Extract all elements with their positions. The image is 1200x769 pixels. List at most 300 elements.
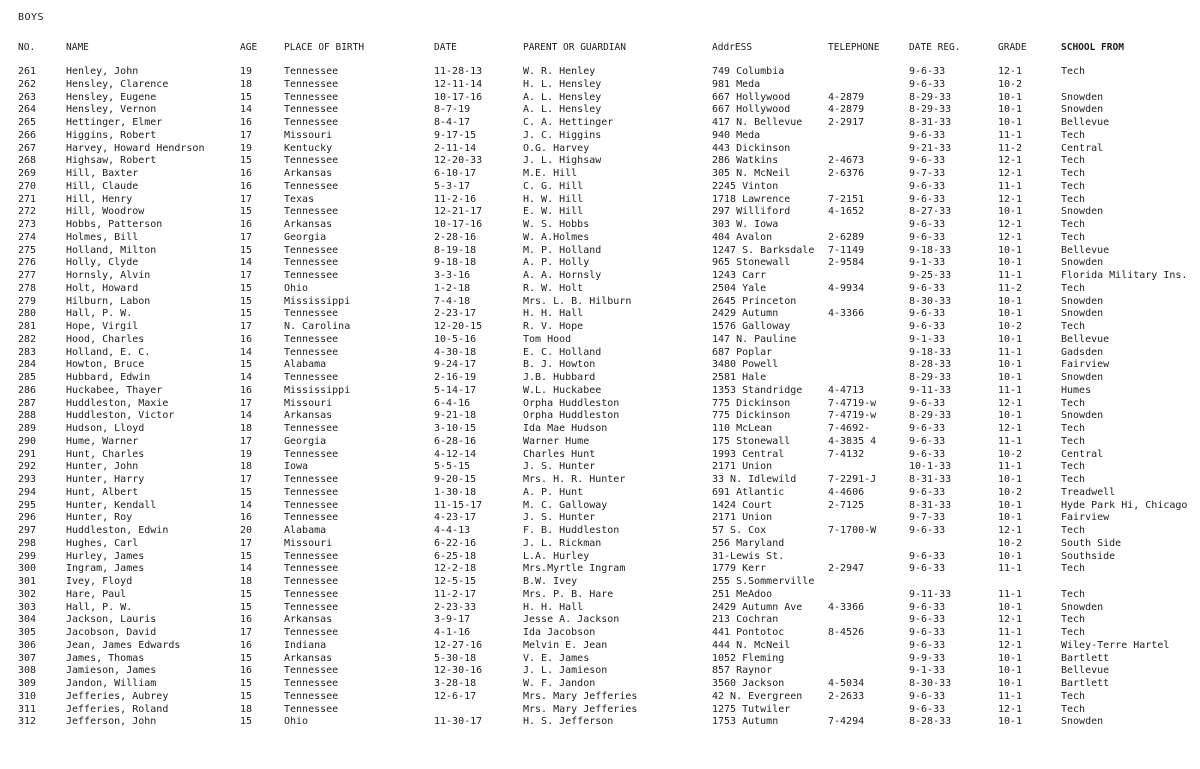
cell-school-from: Tech xyxy=(1061,168,1086,179)
cell-date-reg: 8-30-33 xyxy=(909,678,952,689)
cell-date-reg: 8-28-33 xyxy=(909,359,952,371)
cell-grade: 10-2 xyxy=(998,321,1023,332)
cell-grade: 10-1 xyxy=(998,678,1023,689)
cell-grade: 12-1 xyxy=(998,397,1023,409)
cell-no: 298 xyxy=(18,537,37,549)
cell-no: 268 xyxy=(18,155,37,167)
table-row xyxy=(0,92,1200,105)
cell-place-of-birth: Tennessee xyxy=(284,499,339,511)
cell-address: 110 McLean xyxy=(712,423,773,434)
cell-date-reg: 9-6-33 xyxy=(909,66,946,77)
cell-place-of-birth: Tennessee xyxy=(284,448,339,460)
table-row xyxy=(0,130,1200,143)
cell-name: Hensley, Eugene xyxy=(66,91,157,103)
cell-school-from: Bellevue xyxy=(1061,244,1110,256)
cell-name: Jean, James Edwards xyxy=(66,639,181,651)
cell-place-of-birth: Tennessee xyxy=(284,78,339,90)
cell-address: 1243 Carr xyxy=(712,270,767,281)
cell-date: 5-14-17 xyxy=(434,384,477,396)
header-no: NO. xyxy=(18,42,36,53)
table-row xyxy=(0,270,1200,283)
cell-grade: 10-1 xyxy=(998,410,1023,422)
cell-school-from: Wiley-Terre Hartel xyxy=(1061,639,1170,651)
cell-address: 256 Maryland xyxy=(712,537,785,549)
cell-place-of-birth: Arkansas xyxy=(284,168,333,179)
cell-date-reg: 9-6-33 xyxy=(909,486,946,498)
cell-grade: 10-1 xyxy=(998,359,1023,371)
cell-place-of-birth: Tennessee xyxy=(284,244,339,256)
cell-address: 2245 Vinton xyxy=(712,180,779,192)
cell-date: 4-30-18 xyxy=(434,346,477,358)
cell-name: Holland, Milton xyxy=(66,244,157,256)
cell-date: 12-20-15 xyxy=(434,321,483,332)
cell-place-of-birth: Mississippi xyxy=(284,295,351,307)
cell-name: Jandon, William xyxy=(66,678,157,689)
table-row xyxy=(0,104,1200,117)
cell-school-from: Tech xyxy=(1061,66,1086,77)
cell-age: 18 xyxy=(240,423,253,434)
cell-telephone: 2-2917 xyxy=(828,117,865,128)
cell-name: Hilburn, Labon xyxy=(66,295,151,307)
cell-school-from: Central xyxy=(1061,448,1104,460)
table-row xyxy=(0,283,1200,296)
cell-address: 255 S.Sommerville xyxy=(712,576,815,587)
cell-date: 5-5-15 xyxy=(434,461,471,473)
cell-parent: J. L. Jamieson xyxy=(523,665,608,677)
cell-date: 11-2-17 xyxy=(434,588,477,600)
cell-date-reg: 9-6-33 xyxy=(909,180,946,192)
cell-parent: L.A. Hurley xyxy=(523,550,590,562)
cell-age: 15 xyxy=(240,486,253,498)
header-age: AGE xyxy=(240,42,258,53)
cell-grade: 12-1 xyxy=(998,614,1023,626)
cell-grade: 10-2 xyxy=(998,448,1023,460)
cell-no: 286 xyxy=(18,384,37,396)
cell-name: Hill, Baxter xyxy=(66,168,139,179)
cell-place-of-birth: Alabama xyxy=(284,359,327,371)
table-row xyxy=(0,563,1200,576)
cell-school-from: Tech xyxy=(1061,129,1086,141)
cell-school-from: Treadwell xyxy=(1061,486,1116,498)
cell-parent: E. C. Holland xyxy=(523,346,602,358)
table-row xyxy=(0,461,1200,474)
cell-address: 687 Poplar xyxy=(712,346,773,358)
cell-parent: H. H. Hall xyxy=(523,308,584,320)
cell-grade: 11-1 xyxy=(998,180,1023,192)
cell-no: 295 xyxy=(18,499,37,511)
cell-date: 2-23-33 xyxy=(434,601,477,613)
cell-telephone: 4-4606 xyxy=(828,486,865,498)
cell-parent: Tom Hood xyxy=(523,333,572,345)
cell-name: Hensley, Clarence xyxy=(66,78,169,90)
cell-date-reg: 8-29-33 xyxy=(909,410,952,422)
cell-no: 296 xyxy=(18,512,37,524)
cell-name: Huddleston, Victor xyxy=(66,410,175,422)
cell-school-from: Tech xyxy=(1061,423,1086,434)
table-row xyxy=(0,602,1200,615)
cell-parent: A. A. Hornsly xyxy=(523,270,602,281)
cell-school-from: Gadsden xyxy=(1061,346,1104,358)
cell-parent: R. V. Hope xyxy=(523,321,584,332)
cell-address: 2429 Autumn xyxy=(712,308,779,320)
cell-address: 441 Pontotoc xyxy=(712,627,785,638)
cell-address: 857 Raynor xyxy=(712,665,773,677)
cell-telephone: 4-4713 xyxy=(828,384,865,396)
cell-date-reg: 9-1-33 xyxy=(909,665,946,677)
cell-no: 273 xyxy=(18,219,37,230)
cell-place-of-birth: Tennessee xyxy=(284,308,339,320)
cell-name: Hall, P. W. xyxy=(66,308,133,320)
cell-date-reg: 9-6-33 xyxy=(909,614,946,626)
cell-date-reg: 9-6-33 xyxy=(909,627,946,638)
cell-date-reg: 8-31-33 xyxy=(909,474,952,485)
cell-parent: W.L. Huckabee xyxy=(523,384,602,396)
cell-grade: 10-1 xyxy=(998,117,1023,128)
cell-address: 305 N. McNeil xyxy=(712,168,791,179)
cell-date: 3-3-16 xyxy=(434,270,471,281)
cell-parent: W. F. Jandon xyxy=(523,678,596,689)
cell-age: 15 xyxy=(240,690,253,702)
cell-school-from: Bartlett xyxy=(1061,652,1110,664)
cell-place-of-birth: Iowa xyxy=(284,461,309,473)
table-row xyxy=(0,627,1200,640)
cell-address: 417 N. Bellevue xyxy=(712,117,803,128)
cell-age: 18 xyxy=(240,576,253,587)
cell-grade: 10-1 xyxy=(998,652,1023,664)
cell-parent: H. S. Jefferson xyxy=(523,716,614,728)
cell-telephone: 7-4294 xyxy=(828,716,865,728)
cell-no: 275 xyxy=(18,244,37,256)
cell-name: Huddleston, Maxie xyxy=(66,397,169,409)
column-header-row xyxy=(0,42,1200,54)
cell-no: 284 xyxy=(18,359,37,371)
cell-place-of-birth: Tennessee xyxy=(284,91,339,103)
table-row xyxy=(0,66,1200,79)
cell-age: 17 xyxy=(240,537,253,549)
cell-age: 15 xyxy=(240,550,253,562)
cell-age: 15 xyxy=(240,295,253,307)
cell-no: 278 xyxy=(18,282,37,294)
cell-date: 12-21-17 xyxy=(434,206,483,218)
cell-name: Hunt, Albert xyxy=(66,486,139,498)
cell-parent: H. H. Hall xyxy=(523,601,584,613)
cell-telephone: 2-2633 xyxy=(828,690,865,702)
cell-date: 9-20-15 xyxy=(434,474,477,485)
cell-grade: 10-1 xyxy=(998,206,1023,218)
cell-no: 302 xyxy=(18,588,37,600)
table-row xyxy=(0,525,1200,538)
cell-date-reg: 8-28-33 xyxy=(909,716,952,728)
cell-date: 8-4-17 xyxy=(434,117,471,128)
table-row xyxy=(0,653,1200,666)
cell-grade: 10-1 xyxy=(998,550,1023,562)
header-parent: PARENT OR GUARDIAN xyxy=(523,42,626,53)
cell-grade: 10-1 xyxy=(998,257,1023,269)
cell-address: 2504 Yale xyxy=(712,282,767,294)
cell-address: 404 Avalon xyxy=(712,231,773,243)
cell-school-from: Fairview xyxy=(1061,359,1110,371)
cell-name: Ivey, Floyd xyxy=(66,576,133,587)
cell-address: 213 Cochran xyxy=(712,614,779,626)
cell-no: 283 xyxy=(18,346,37,358)
cell-date-reg: 9-7-33 xyxy=(909,512,946,524)
cell-no: 308 xyxy=(18,665,37,677)
cell-name: Hornsly, Alvin xyxy=(66,270,151,281)
cell-no: 270 xyxy=(18,180,37,192)
cell-name: Hobbs, Patterson xyxy=(66,219,163,230)
cell-date: 12-5-15 xyxy=(434,576,477,587)
cell-date: 8-19-18 xyxy=(434,244,477,256)
cell-parent: Mrs. P. B. Hare xyxy=(523,588,614,600)
cell-place-of-birth: Kentucky xyxy=(284,142,333,154)
cell-telephone: 4-2879 xyxy=(828,104,865,116)
cell-date: 12-6-17 xyxy=(434,690,477,702)
cell-telephone: 2-4673 xyxy=(828,155,865,167)
cell-grade: 10-1 xyxy=(998,91,1023,103)
cell-no: 303 xyxy=(18,601,37,613)
cell-grade: 10-1 xyxy=(998,474,1023,485)
cell-date-reg: 8-29-33 xyxy=(909,104,952,116)
cell-date: 6-4-16 xyxy=(434,397,471,409)
cell-age: 15 xyxy=(240,244,253,256)
cell-no: 266 xyxy=(18,129,37,141)
cell-address: 1353 Standridge xyxy=(712,384,803,396)
cell-no: 299 xyxy=(18,550,37,562)
table-row xyxy=(0,296,1200,309)
cell-school-from: Bartlett xyxy=(1061,678,1110,689)
cell-grade: 11-1 xyxy=(998,461,1023,473)
cell-no: 292 xyxy=(18,461,37,473)
table-row xyxy=(0,219,1200,232)
cell-date: 5-3-17 xyxy=(434,180,471,192)
cell-school-from: Snowden xyxy=(1061,295,1104,307)
cell-school-from: Snowden xyxy=(1061,206,1104,218)
cell-no: 304 xyxy=(18,614,37,626)
cell-grade: 12-1 xyxy=(998,193,1023,205)
cell-grade: 12-1 xyxy=(998,66,1023,77)
cell-date-reg: 9-6-33 xyxy=(909,690,946,702)
cell-grade: 10-1 xyxy=(998,716,1023,728)
cell-telephone: 7-4692- xyxy=(828,423,871,434)
cell-name: Holt, Howard xyxy=(66,282,139,294)
cell-parent: Mrs. H. R. Hunter xyxy=(523,474,626,485)
cell-date-reg: 9-18-33 xyxy=(909,244,952,256)
cell-address: 175 Stonewall xyxy=(712,435,791,447)
cell-date: 10-17-16 xyxy=(434,219,483,230)
cell-place-of-birth: Tennessee xyxy=(284,486,339,498)
cell-place-of-birth: Tennessee xyxy=(284,576,339,587)
cell-school-from: Tech xyxy=(1061,627,1086,638)
cell-telephone: 7-1700-W xyxy=(828,525,877,536)
cell-age: 14 xyxy=(240,346,253,358)
cell-date: 3-10-15 xyxy=(434,423,477,434)
cell-telephone: 4-5034 xyxy=(828,678,865,689)
cell-school-from: Tech xyxy=(1061,180,1086,192)
cell-date: 12-27-16 xyxy=(434,639,483,651)
cell-name: Hubbard, Edwin xyxy=(66,372,151,383)
cell-place-of-birth: Tennessee xyxy=(284,703,339,715)
cell-school-from: Tech xyxy=(1061,690,1086,702)
cell-parent: M.E. Hill xyxy=(523,168,578,179)
cell-date-reg: 9-11-33 xyxy=(909,588,952,600)
cell-name: Hill, Claude xyxy=(66,180,139,192)
cell-parent: J. L. Highsaw xyxy=(523,155,602,167)
cell-parent: F. B. Huddleston xyxy=(523,525,620,536)
cell-age: 17 xyxy=(240,474,253,485)
cell-address: 3560 Jackson xyxy=(712,678,785,689)
cell-place-of-birth: Georgia xyxy=(284,435,327,447)
cell-telephone: 4-9934 xyxy=(828,282,865,294)
cell-no: 271 xyxy=(18,193,37,205)
cell-telephone: 7-4719-w xyxy=(828,410,877,422)
cell-parent: Mrs. L. B. Hilburn xyxy=(523,295,632,307)
cell-age: 15 xyxy=(240,206,253,218)
cell-parent: Charles Hunt xyxy=(523,448,596,460)
cell-age: 15 xyxy=(240,282,253,294)
cell-date-reg: 9-6-33 xyxy=(909,129,946,141)
cell-parent: Warner Hume xyxy=(523,435,590,447)
cell-age: 18 xyxy=(240,703,253,715)
cell-place-of-birth: Tennessee xyxy=(284,474,339,485)
cell-no: 306 xyxy=(18,639,37,651)
cell-grade: 12-1 xyxy=(998,639,1023,651)
cell-parent: J. C. Higgins xyxy=(523,129,602,141)
cell-date-reg: 9-6-33 xyxy=(909,321,946,332)
cell-place-of-birth: Tennessee xyxy=(284,155,339,167)
table-row xyxy=(0,614,1200,627)
cell-date-reg: 9-6-33 xyxy=(909,78,946,90)
cell-age: 14 xyxy=(240,499,253,511)
header-place-of-birth: PLACE OF BIRTH xyxy=(284,42,365,53)
cell-school-from: Tech xyxy=(1061,155,1086,167)
cell-no: 261 xyxy=(18,66,37,77)
cell-parent: V. E. James xyxy=(523,652,590,664)
header-grade: GRADE xyxy=(998,42,1027,53)
cell-name: Jackson, Lauris xyxy=(66,614,157,626)
header-date-reg: DATE REG. xyxy=(909,42,961,53)
cell-place-of-birth: Tennessee xyxy=(284,678,339,689)
cell-parent: C. G. Hill xyxy=(523,180,584,192)
table-row xyxy=(0,347,1200,360)
cell-parent: O.G. Harvey xyxy=(523,142,590,154)
cell-date-reg: 9-6-33 xyxy=(909,155,946,167)
cell-grade: 10-1 xyxy=(998,104,1023,116)
cell-name: Hudson, Lloyd xyxy=(66,423,145,434)
cell-name: Hill, Henry xyxy=(66,193,133,205)
table-row xyxy=(0,398,1200,411)
cell-date: 12-20-33 xyxy=(434,155,483,167)
student-table-body xyxy=(0,66,1200,729)
cell-date: 5-30-18 xyxy=(434,652,477,664)
cell-grade: 10-2 xyxy=(998,78,1023,90)
cell-school-from: Tech xyxy=(1061,525,1086,536)
cell-grade: 11-2 xyxy=(998,142,1023,154)
cell-school-from: Tech xyxy=(1061,397,1086,409)
table-row xyxy=(0,168,1200,181)
cell-school-from: Tech xyxy=(1061,703,1086,715)
cell-place-of-birth: Tennessee xyxy=(284,333,339,345)
table-row xyxy=(0,551,1200,564)
table-row xyxy=(0,321,1200,334)
cell-grade: 11-1 xyxy=(998,435,1023,447)
cell-name: Huckabee, Thayer xyxy=(66,384,163,396)
cell-no: 294 xyxy=(18,486,37,498)
cell-parent: Mrs.Myrtle Ingram xyxy=(523,563,626,575)
cell-age: 18 xyxy=(240,78,253,90)
cell-address: 691 Atlantic xyxy=(712,486,785,498)
cell-place-of-birth: Tennessee xyxy=(284,563,339,575)
cell-grade: 10-1 xyxy=(998,499,1023,511)
cell-date-reg: 10-1-33 xyxy=(909,461,952,473)
cell-telephone: 4-3366 xyxy=(828,601,865,613)
cell-date-reg: 9-1-33 xyxy=(909,333,946,345)
cell-date: 1-2-18 xyxy=(434,282,471,294)
cell-telephone: 2-6289 xyxy=(828,231,865,243)
cell-date: 9-17-15 xyxy=(434,129,477,141)
cell-grade: 11-1 xyxy=(998,627,1023,638)
cell-address: 33 N. Idlewild xyxy=(712,474,797,485)
cell-date-reg: 9-6-33 xyxy=(909,193,946,205)
cell-date-reg: 9-7-33 xyxy=(909,168,946,179)
table-row xyxy=(0,143,1200,156)
cell-age: 15 xyxy=(240,678,253,689)
cell-grade: 12-1 xyxy=(998,219,1023,230)
cell-address: 965 Stonewall xyxy=(712,257,791,269)
cell-address: 940 Meda xyxy=(712,129,761,141)
cell-date-reg: 9-6-33 xyxy=(909,601,946,613)
cell-name: Hughes, Carl xyxy=(66,537,139,549)
cell-school-from: Tech xyxy=(1061,321,1086,332)
cell-place-of-birth: Arkansas xyxy=(284,410,333,422)
cell-name: Hood, Charles xyxy=(66,333,145,345)
cell-place-of-birth: Arkansas xyxy=(284,614,333,626)
table-row xyxy=(0,665,1200,678)
cell-place-of-birth: N. Carolina xyxy=(284,321,351,332)
cell-grade: 11-1 xyxy=(998,129,1023,141)
table-row xyxy=(0,206,1200,219)
cell-parent: Orpha Huddleston xyxy=(523,410,620,422)
cell-date: 9-21-18 xyxy=(434,410,477,422)
cell-no: 280 xyxy=(18,308,37,320)
cell-grade: 10-2 xyxy=(998,537,1023,549)
cell-telephone: 7-4719-w xyxy=(828,397,877,409)
cell-place-of-birth: Alabama xyxy=(284,525,327,536)
cell-place-of-birth: Tennessee xyxy=(284,180,339,192)
cell-grade: 11-1 xyxy=(998,346,1023,358)
header-telephone: TELEPHONE xyxy=(828,42,880,53)
cell-parent: W. R. Henley xyxy=(523,66,596,77)
cell-grade: 11-1 xyxy=(998,563,1023,575)
cell-address: 31-Lewis St. xyxy=(712,550,785,562)
table-row xyxy=(0,257,1200,270)
cell-name: Hill, Woodrow xyxy=(66,206,145,218)
cell-date: 6-25-18 xyxy=(434,550,477,562)
cell-grade: 10-1 xyxy=(998,512,1023,524)
cell-address: 1718 Lawrence xyxy=(712,193,791,205)
cell-place-of-birth: Tennessee xyxy=(284,66,339,77)
cell-grade: 12-1 xyxy=(998,231,1023,243)
cell-date: 3-9-17 xyxy=(434,614,471,626)
cell-grade: 11-1 xyxy=(998,690,1023,702)
cell-place-of-birth: Tennessee xyxy=(284,690,339,702)
cell-age: 14 xyxy=(240,104,253,116)
cell-date: 9-24-17 xyxy=(434,359,477,371)
cell-address: 1247 S. Barksdale xyxy=(712,244,815,256)
cell-parent: Orpha Huddleston xyxy=(523,397,620,409)
cell-school-from: Fairview xyxy=(1061,512,1110,524)
cell-no: 282 xyxy=(18,333,37,345)
cell-no: 307 xyxy=(18,652,37,664)
